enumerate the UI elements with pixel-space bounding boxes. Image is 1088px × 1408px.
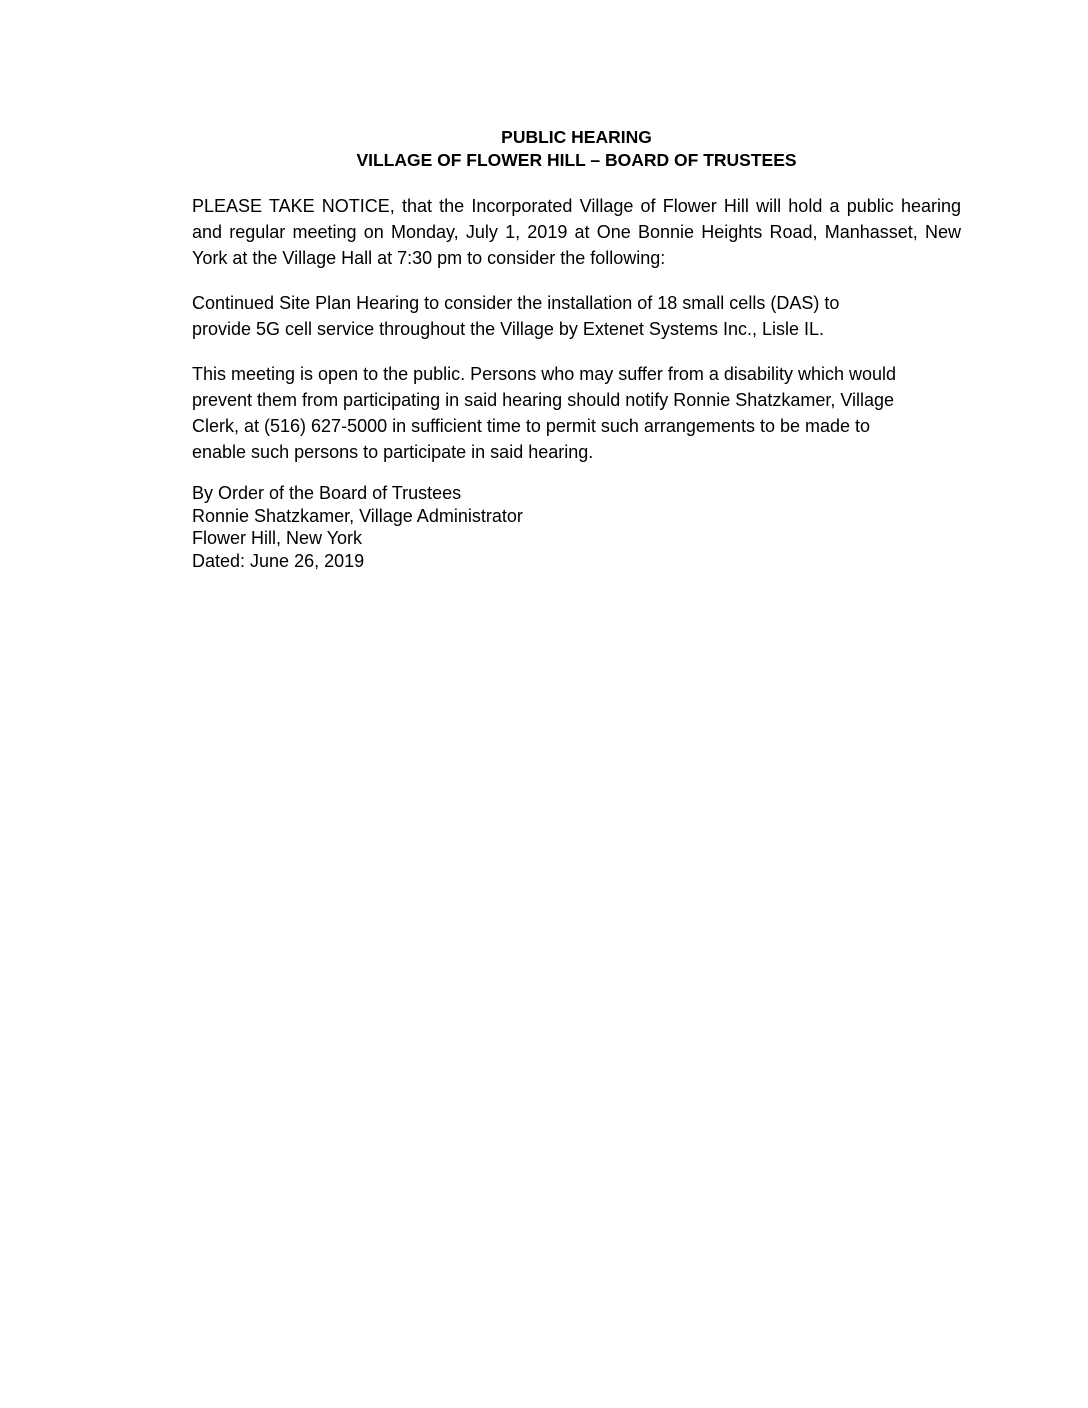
document-heading [192, 126, 961, 172]
notice-paragraph: PLEASE TAKE NOTICE, that the Incorporated Village of Flower Hill will hold a public hearing and regular meeting on Monday, July 1, 2019 at One Bonnie Heights Road, Manhasset, New York at the Village Hall at 7:30 pm to consider the following: [192, 196, 961, 268]
disability-line: prevent them from participating in said hearing should notify Ronnie Shatzkamer, Village [192, 390, 895, 410]
heading-title: PUBLIC HEARING [501, 127, 652, 147]
disability-line: Clerk, at (516) 627-5000 in sufficient time to permit such arrangements to be made to [192, 416, 871, 436]
signature-date: Dated: June 26, 2019 [192, 550, 365, 571]
signature-location: Flower Hill, New York [192, 528, 363, 548]
disability-paragraph [192, 361, 961, 465]
hearing-item-line: Continued Site Plan Hearing to consider the installation of 18 small cells (DAS) to [192, 293, 840, 313]
signature-block [192, 482, 961, 572]
signature-name: Ronnie Shatzkamer, Village Administrator [192, 505, 523, 526]
document-content [192, 126, 961, 572]
hearing-item-paragraph [192, 290, 961, 342]
hearing-item-line: provide 5G cell service throughout the Village by Extenet Systems Inc., Lisle IL. [192, 319, 824, 339]
disability-line: enable such persons to participate in said hearing. [192, 442, 594, 462]
heading-subtitle: VILLAGE OF FLOWER HILL – BOARD OF TRUSTEES [356, 150, 797, 170]
signature-order: By Order of the Board of Trustees [192, 483, 462, 503]
disability-line: This meeting is open to the public. Persons who may suffer from a disability which would [192, 364, 897, 384]
